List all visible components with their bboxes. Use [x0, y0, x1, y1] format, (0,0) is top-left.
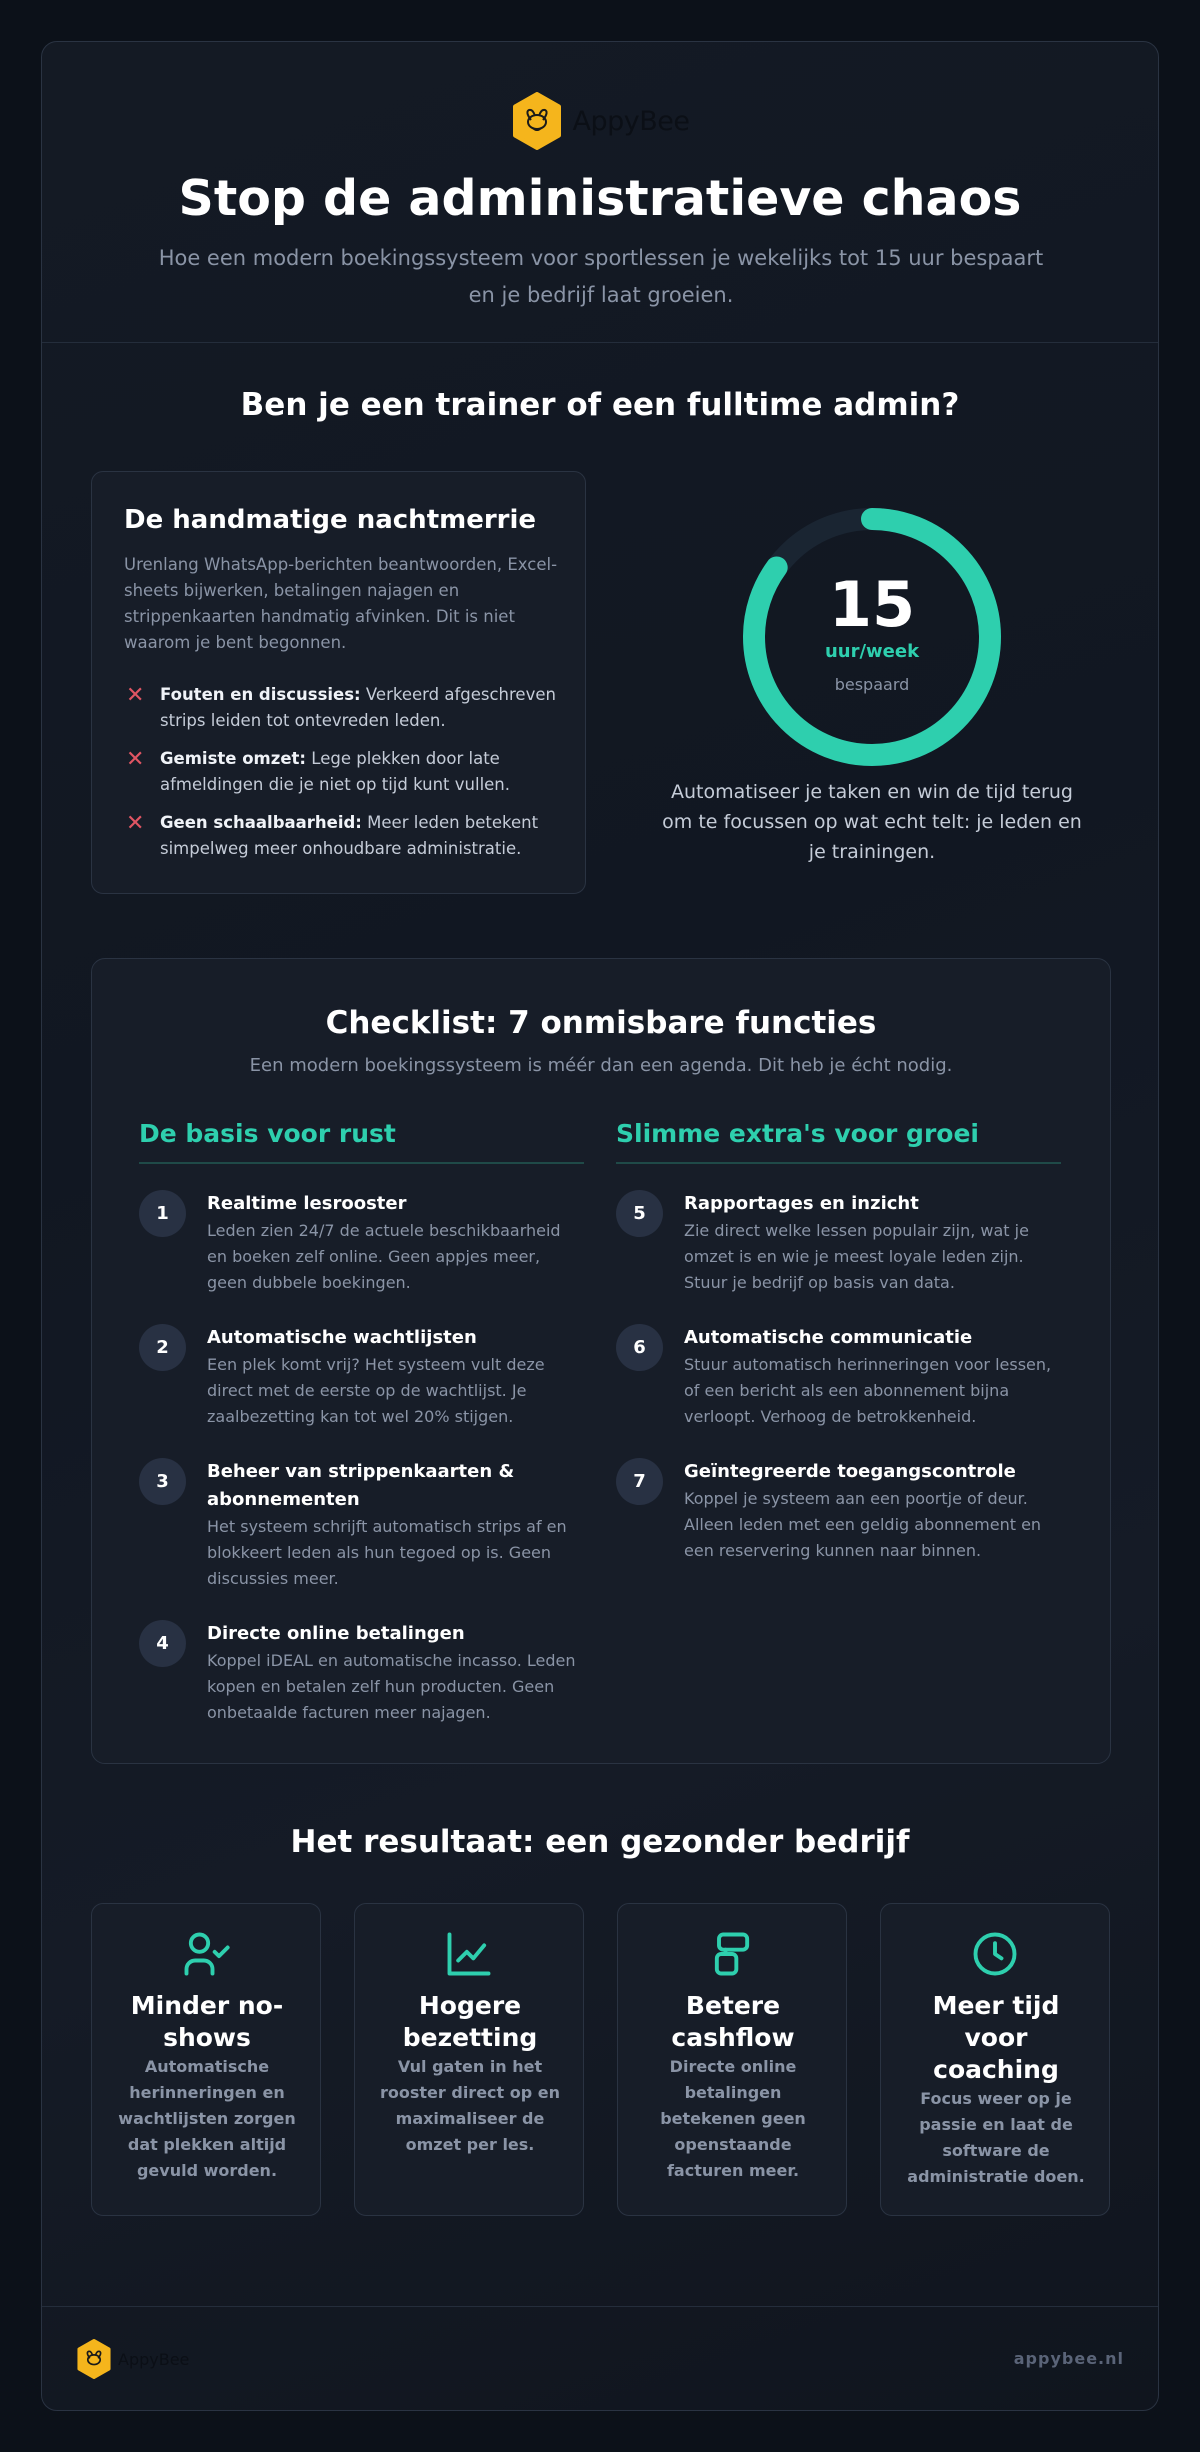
feature-description: Zie direct welke lessen populair zijn, wat je omzet is en wie je meest loyale leden zijn. Stuur je bedrijf op basis van data. [684, 1221, 1029, 1292]
footer-brand [76, 2339, 189, 2379]
result-card-body [638, 1990, 828, 2184]
footer [42, 2306, 1158, 2411]
feature-description: Koppel iDEAL en automatische incasso. Leden kopen en betalen zelf hun producten. Geen onbetaalde facturen meer najagen. [207, 1651, 576, 1722]
pain-item-label: Gemiste omzet: [160, 749, 307, 768]
column-heading: De basis voor rust [139, 1119, 584, 1164]
brand-name: AppyBee [572, 105, 690, 137]
intro-title: Ben je een trainer of een fulltime admin? [240, 387, 960, 423]
pain-item-text: Lege plekken door late afmeldingen die je niet op tijd kunt vullen. [160, 749, 511, 794]
gauge-value: 15 [828, 568, 916, 641]
footer-brand-name: AppyBee [118, 2349, 190, 2369]
result-description: Directe online betalingen betekenen geen openstaande facturen meer. [660, 2057, 806, 2180]
clock-icon [969, 1928, 1021, 1980]
footer-website-link[interactable]: appybee.nl [1013, 2349, 1124, 2368]
result-card-body [375, 1990, 565, 2158]
pain-list [124, 682, 564, 874]
results-title: Het resultaat: een gezonder bedrijf [290, 1824, 910, 1860]
checklist-column-basis [139, 1119, 584, 1726]
checklist-card [91, 958, 1111, 1764]
feature-number: 3 [139, 1458, 186, 1505]
result-title: Minder no-shows [130, 1991, 284, 2052]
gauge-label: bespaard [834, 675, 910, 694]
pain-title: De handmatige nachtmerrie [124, 505, 537, 535]
result-card-no-shows [91, 1903, 321, 2216]
page-subtitle: Hoe een modern boekingssysteem voor sportlessen je wekelijks tot 15 uur bespaart en je bedrijf laat groeien. [158, 246, 1044, 307]
cross-icon: ✕ [126, 811, 145, 836]
bee-logo-icon [511, 92, 563, 150]
feature-title: Directe online betalingen [207, 1623, 465, 1644]
cross-icon: ✕ [126, 683, 145, 708]
bee-logo-icon [76, 2339, 112, 2379]
hours-saved-gauge [732, 497, 1012, 777]
feature-title: Rapportages en inzicht [684, 1193, 919, 1214]
feature-title: Beheer van strippenkaarten & abonnementen [207, 1461, 515, 1510]
feature-item [616, 1458, 1061, 1564]
pain-item-text: Verkeerd afgeschreven strips leiden tot ontevreden leden. [160, 685, 556, 730]
feature-number: 7 [616, 1458, 663, 1505]
page-title: Stop de administratieve chaos [178, 170, 1022, 227]
checklist-subtitle: Een modern boekingssysteem is méér dan een agenda. Dit heb je écht nodig. [249, 1055, 953, 1076]
feature-title: Automatische wachtlijsten [207, 1327, 477, 1348]
result-description: Automatische herinneringen en wachtlijsten zorgen dat plekken altijd gevuld worden. [118, 2057, 296, 2180]
brand-logo [42, 92, 1158, 150]
user-check-icon [180, 1928, 232, 1980]
feature-item [139, 1324, 584, 1430]
feature-item [139, 1190, 584, 1296]
feature-number: 1 [139, 1190, 186, 1237]
feature-title: Geïntegreerde toegangscontrole [684, 1461, 1016, 1482]
result-description: Vul gaten in het rooster direct op en maximaliseer de omzet per les. [380, 2057, 560, 2154]
feature-description: Leden zien 24/7 de actuele beschikbaarheid en boeken zelf online. Geen appjes meer, geen dubbele boekingen. [207, 1221, 561, 1292]
feature-description: Koppel je systeem aan een poortje of deur. Alleen leden met een geldig abonnement en een reservering kunnen naar binnen. [684, 1489, 1042, 1560]
result-description: Focus weer op je passie en laat de software de administratie doen. [907, 2089, 1085, 2186]
header [42, 42, 1158, 343]
checklist-title: Checklist: 7 onmisbare functies [325, 1005, 877, 1041]
result-title: Meer tijd voor coaching [932, 1991, 1060, 2084]
feature-number: 6 [616, 1324, 663, 1371]
pain-item-text: Meer leden betekent simpelweg meer onhoudbare administratie. [160, 813, 539, 858]
pain-item [124, 810, 564, 862]
chart-line-icon [443, 1928, 495, 1980]
feature-description: Stuur automatisch herinneringen voor lessen, of een bericht als een abonnement bijna verloopt. Verhoog de betrokkenheid. [684, 1355, 1052, 1426]
column-heading: Slimme extra's voor groei [616, 1119, 1061, 1164]
infographic-frame [41, 41, 1159, 2411]
feature-item [139, 1458, 584, 1592]
feature-number: 4 [139, 1620, 186, 1667]
feature-description: Een plek komt vrij? Het systeem vult deze direct met de eerste op de wachtlijst. Je zaalbezetting kan tot wel 20% stijgen. [207, 1355, 545, 1426]
feature-title: Automatische communicatie [684, 1327, 973, 1348]
result-title: Betere cashflow [671, 1991, 795, 2052]
gauge-unit: uur/week [824, 641, 920, 662]
result-card-body [901, 1990, 1091, 2190]
feature-description: Het systeem schrijft automatisch strips af en blokkeert leden als hun tegoed op is. Geen discussies meer. [207, 1517, 567, 1588]
result-card-coaching [880, 1903, 1110, 2216]
pain-card [91, 471, 586, 894]
result-card-cashflow [617, 1903, 847, 2216]
pain-item-label: Fouten en discussies: [160, 685, 361, 704]
wallet-icon [706, 1928, 758, 1980]
result-card-body [112, 1990, 302, 2184]
cross-icon: ✕ [126, 747, 145, 772]
pain-item [124, 682, 564, 734]
pain-item [124, 746, 564, 798]
result-card-bezetting [354, 1903, 584, 2216]
feature-item [616, 1324, 1061, 1430]
result-title: Hogere bezetting [402, 1991, 538, 2052]
pain-description: Urenlang WhatsApp-berichten beantwoorden, Excel-sheets bijwerken, betalingen najagen en strippenkaarten handmatig afvinken. Dit is niet waarom je bent begonnen. [124, 555, 558, 652]
feature-title: Realtime lesrooster [207, 1193, 407, 1214]
checklist-column-groei [616, 1119, 1061, 1564]
feature-number: 5 [616, 1190, 663, 1237]
feature-number: 2 [139, 1324, 186, 1371]
pain-item-label: Geen schaalbaarheid: [160, 813, 362, 832]
feature-item [616, 1190, 1061, 1296]
gauge-caption: Automatiseer je taken en win de tijd terug om te focussen op wat echt telt: je leden en je trainingen. [662, 781, 1082, 863]
feature-item [139, 1620, 584, 1726]
